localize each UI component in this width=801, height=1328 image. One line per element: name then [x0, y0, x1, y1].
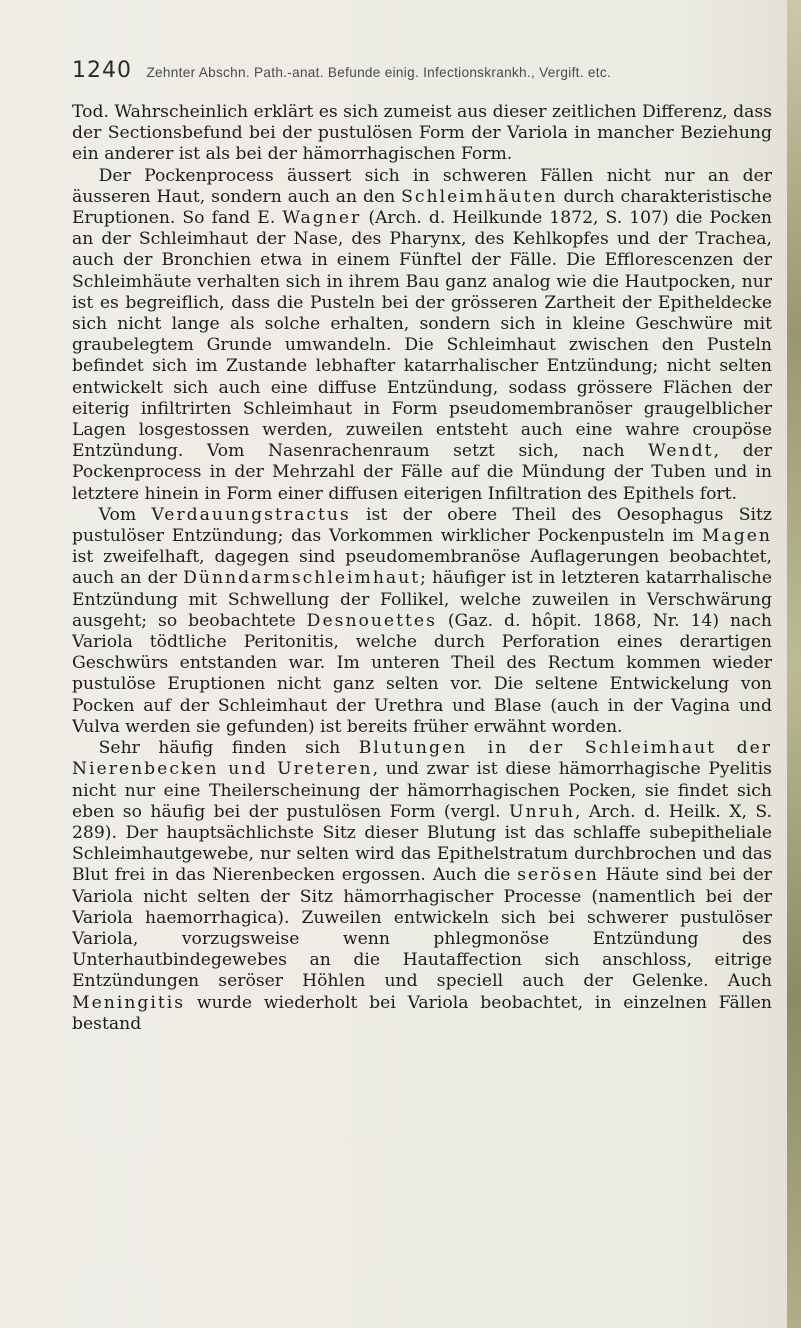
text-run: wurde wiederholt bei Variola beobachtet, in einzelnen Fällen bestand — [72, 992, 772, 1034]
text-run: ; häufiger ist in letzteren katarrhalische Entzündung mit Schwellung der Follikel, welche zuweilen in Verschwärung ausgeht; so beobachtete — [72, 568, 773, 631]
running-head: Zehnter Abschn. Path.-anat. Befunde einig. Infectionskrankh., Vergift. etc. — [146, 65, 612, 80]
paragraph — [72, 166, 772, 505]
paragraph — [72, 102, 772, 166]
text-run: ist der obere Theil des Oesophagus Sitz pustulöser Entzündung; das Vorkommen wirklicher Pockenpusteln im — [72, 504, 772, 547]
text-run: (Arch. d. Heilkunde 1872, S. 107) die Pocken an der Schleimhaut der Nase, des Pharynx, des Kehlkopfes und der Trachea, auch der Bronchien etwa in einem Fünftel der Fälle. Die Efflorescenzen der Schleimhäute verhalten sich in ihrem Bau ganz analog wie die Hautpocken, nur ist es begreiflich, dass die Pusteln bei der grösseren Zartheit der Epitheldecke sich nicht lange als solche erhalten, sondern sich in kleine Geschwüre mit graubelegtem Grunde umwandeln. Die Schleimhaut zwischen den Pusteln befindet sich im Zustande lebhafter katarrhalischer Entzündung; nicht selten entwickelt sich auch eine diffuse Entzündung, sodass grössere Flächen der eiterig infiltrirten Schleimhaut in Form pseudomembranöser graugelblicher Lagen losgestossen werden, zuweilen entsteht auch eine wahre croupöse Entzündung. Vom Nasenrachenraum setzt sich, nach — [72, 208, 772, 462]
spaced-term: serösen — [517, 865, 599, 886]
spaced-term: Dünndarmschleimhaut — [183, 568, 421, 589]
spaced-term: Meningitis — [72, 992, 186, 1013]
paragraph — [72, 505, 772, 738]
spaced-term: Blutungen in der Schleimhaut der Nierenbecken und Ureteren — [72, 738, 772, 780]
text-run: durch charakteristische Eruptionen. So fand E. — [72, 186, 773, 229]
text-run: Tod. Wahrscheinlich erklärt es sich zumeist aus dieser zeitlichen Differenz, dass der Sectionsbefund bei der pustulösen Form der Variola in mancher Beziehung ein anderer ist als bei der hämorrhagischen Form. — [72, 102, 772, 165]
spaced-term: Wendt — [648, 441, 714, 462]
text-run: Häute sind bei der Variola nicht selten der Sitz hämorrhagischer Processe (namentlich bei der Variola haemorrhagica). Zuweilen entwickeln sich bei schwerer pustulöser Variola, vorzugsweise wenn phlegmonöse Entzündung des Unterhautbindegewebes an die Hautaffection sich anschloss, eitrige Entzündungen seröser Höhlen und speciell auch der Gelenke. Auch — [72, 865, 772, 992]
spaced-term: Unruh — [509, 801, 575, 822]
page-edge-shadow — [787, 0, 801, 1328]
page-number: 1240 — [72, 58, 132, 83]
text-run: , der Pockenprocess in der Mehrzahl der Fälle auf die Mündung der Tuben und in letztere hinein in Form einer diffusen eiterigen Infiltration des Epithels fort. — [72, 441, 772, 504]
body-text — [72, 102, 772, 1035]
text-run: ist zweifelhaft, dagegen sind pseudomembranöse Auflagerungen beobachtet, auch an der — [72, 547, 772, 589]
spaced-term: Schleimhäuten — [401, 186, 558, 207]
spaced-term: Magen — [701, 526, 772, 547]
text-run: , und zwar ist diese hämorrhagische Pyelitis nicht nur eine Theilerscheinung der hämorrhagischen Pocken, sie findet sich eben so häufig bei der pustulösen Form (vergl. — [72, 759, 772, 822]
page-header — [72, 58, 772, 88]
spaced-term: Verdauungstractus — [151, 504, 351, 525]
text-run: Sehr häufig finden sich — [98, 738, 359, 759]
text-run: , Arch. d. Heilk. X, S. 289). Der hauptsächlichste Sitz dieser Blutung ist das schlaffe subepitheliale Schleimhautgewebe, nur selten wird das Epithelstratum durchbrochen und das Blut frei in das Nierenbecken ergossen. Auch die — [72, 801, 773, 886]
text-run: Vom — [98, 504, 152, 525]
text-run: (Gaz. d. hôpit. 1868, Nr. 14) nach Variola tödtliche Peritonitis, welche durch Perforation eines derartigen Geschwürs entstanden war. Im unteren Theil des Rectum kommen wieder pustulöse Eruptionen nicht ganz selten vor. Die seltene Entwickelung von Pocken auf der Schleimhaut der Urethra und Blase (auch in der Vagina und Vulva werden sie gefunden) ist bereits früher erwähnt worden. — [72, 610, 772, 737]
spaced-term: Desnouettes — [306, 610, 437, 631]
paragraph — [72, 738, 772, 1035]
spaced-term: Wagner — [282, 208, 362, 229]
text-run: Der Pockenprocess äussert sich in schweren Fällen nicht nur an der äusseren Haut, sondern auch an den — [72, 165, 772, 207]
